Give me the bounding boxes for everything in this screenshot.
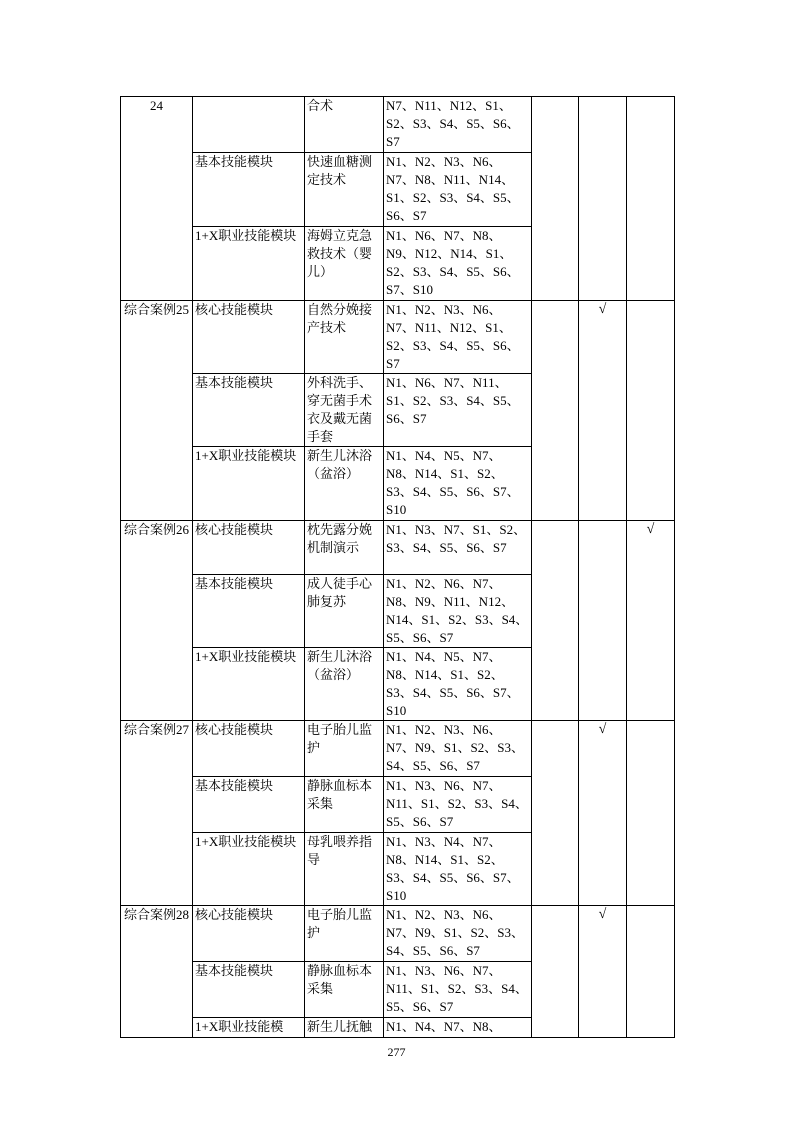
codes-cell: N1、N2、N3、N6、N7、N8、N11、N14、S1、S2、S3、S4、S5、S6、S7: [384, 153, 532, 227]
codes-cell: N1、N4、N5、N7、N8、N14、S1、S2、S3、S4、S5、S6、S7、S10: [384, 447, 532, 521]
page-number: 277: [387, 1045, 406, 1059]
table-row: [121, 721, 675, 777]
skill-cell: 母乳喂养指导: [305, 833, 384, 906]
case-label: 24: [121, 97, 193, 301]
empty-cell: [579, 521, 627, 721]
skill-cell: 快速血糖测定技术: [305, 153, 384, 227]
codes-cell: N1、N6、N7、N11、S1、S2、S3、S4、S5、S6、S7: [384, 374, 532, 447]
module-cell: 核心技能模块: [193, 521, 305, 575]
skill-cell: 电子胎儿监护: [305, 721, 384, 777]
skill-cell: 海姆立克急救技术（婴儿）: [305, 227, 384, 301]
skill-cell: 枕先露分娩机制演示: [305, 521, 384, 575]
empty-cell: [627, 97, 675, 301]
check-mark: √: [579, 301, 627, 521]
table-row: [121, 521, 675, 575]
case-label: 综合案例28: [121, 906, 193, 1038]
empty-cell: [627, 721, 675, 906]
module-cell: 核心技能模块: [193, 906, 305, 962]
skill-cell: 新生儿沐浴（盆浴）: [305, 447, 384, 521]
codes-cell: N1、N2、N3、N6、N7、N9、S1、S2、S3、S4、S5、S6、S7: [384, 721, 532, 777]
module-cell: [193, 97, 305, 153]
module-cell: 基本技能模块: [193, 374, 305, 447]
codes-cell: N1、N3、N6、N7、N11、S1、S2、S3、S4、S5、S6、S7: [384, 777, 532, 833]
skill-cell: 自然分娩接产技术: [305, 301, 384, 374]
module-cell: 1+X职业技能模块: [193, 648, 305, 721]
skills-table: [120, 96, 675, 1038]
empty-cell: [532, 906, 579, 1038]
skill-cell: 新生儿抚触: [305, 1018, 384, 1038]
skill-cell: 电子胎儿监护: [305, 906, 384, 962]
codes-cell: N1、N2、N3、N6、N7、N11、N12、S1、S2、S3、S4、S5、S6、S7: [384, 301, 532, 374]
codes-cell: N1、N4、N7、N8、: [384, 1018, 532, 1038]
module-cell: 1+X职业技能模块: [193, 833, 305, 906]
skill-cell: 成人徒手心肺复苏: [305, 575, 384, 648]
module-cell: 1+X职业技能模: [193, 1018, 305, 1038]
empty-cell: [532, 301, 579, 521]
empty-cell: [627, 301, 675, 521]
table-row: [121, 301, 675, 374]
module-cell: 基本技能模块: [193, 153, 305, 227]
case-label: 综合案例27: [121, 721, 193, 906]
case-label: 综合案例26: [121, 521, 193, 721]
codes-cell: N1、N2、N3、N6、N7、N9、S1、S2、S3、S4、S5、S6、S7: [384, 906, 532, 962]
empty-cell: [579, 97, 627, 301]
codes-cell: N1、N3、N7、S1、S2、S3、S4、S5、S6、S7: [384, 521, 532, 575]
module-cell: 核心技能模块: [193, 301, 305, 374]
skill-cell: 外科洗手、穿无菌手术衣及戴无菌手套: [305, 374, 384, 447]
check-mark: √: [627, 521, 675, 721]
codes-cell: N1、N3、N4、N7、N8、N14、S1、S2、S3、S4、S5、S6、S7、S10: [384, 833, 532, 906]
codes-cell: N1、N6、N7、N8、N9、N12、N14、S1、S2、S3、S4、S5、S6、S7、S10: [384, 227, 532, 301]
codes-cell: N7、N11、N12、S1、S2、S3、S4、S5、S6、S7: [384, 97, 532, 153]
module-cell: 1+X职业技能模块: [193, 447, 305, 521]
module-cell: 1+X职业技能模块: [193, 227, 305, 301]
empty-cell: [532, 721, 579, 906]
codes-cell: N1、N2、N6、N7、N8、N9、N11、N12、N14、S1、S2、S3、S4、S5、S6、S7: [384, 575, 532, 648]
empty-cell: [532, 97, 579, 301]
case-label: 综合案例25: [121, 301, 193, 521]
check-mark: √: [579, 906, 627, 1038]
codes-cell: N1、N4、N5、N7、N8、N14、S1、S2、S3、S4、S5、S6、S7、S10: [384, 648, 532, 721]
skill-cell: 静脉血标本采集: [305, 777, 384, 833]
skill-cell: 合术: [305, 97, 384, 153]
table-row: [121, 906, 675, 962]
empty-cell: [532, 521, 579, 721]
module-cell: 基本技能模块: [193, 962, 305, 1018]
module-cell: 基本技能模块: [193, 777, 305, 833]
table-row: [121, 97, 675, 153]
module-cell: 基本技能模块: [193, 575, 305, 648]
module-cell: 核心技能模块: [193, 721, 305, 777]
codes-cell: N1、N3、N6、N7、N11、S1、S2、S3、S4、S5、S6、S7: [384, 962, 532, 1018]
empty-cell: [627, 906, 675, 1038]
skill-cell: 静脉血标本采集: [305, 962, 384, 1018]
skill-cell: 新生儿沐浴（盆浴）: [305, 648, 384, 721]
check-mark: √: [579, 721, 627, 906]
